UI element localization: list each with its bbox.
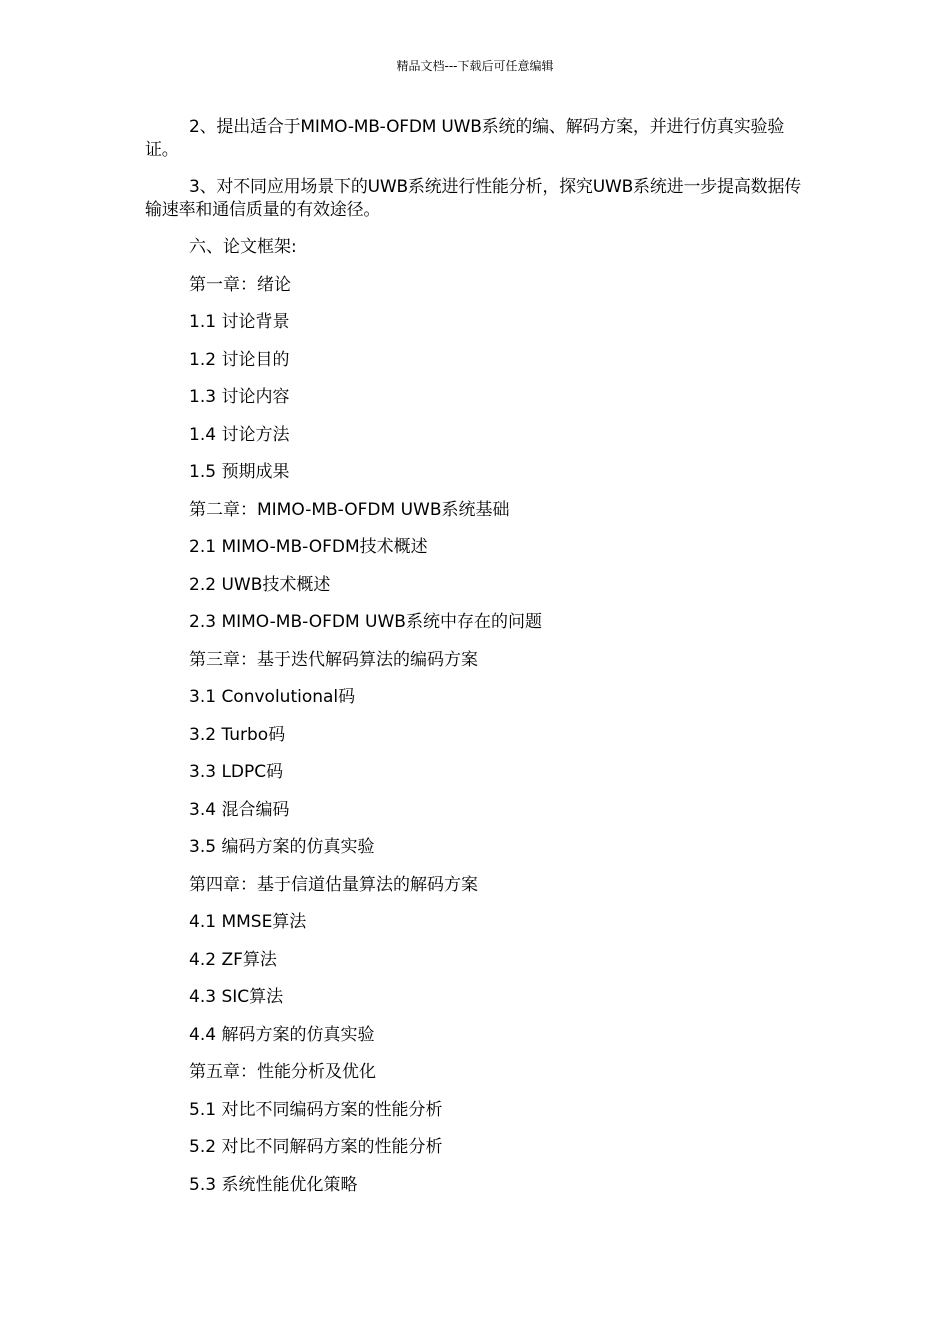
outline-section-5-1: 5.1 对比不同编码方案的性能分析 <box>189 1099 443 1120</box>
outline-section-1-4: 1.4 讨论方法 <box>189 424 290 445</box>
outline-section-2-3: 2.3 MIMO-MB-OFDM UWB系统中存在的问题 <box>189 612 542 632</box>
outline-section-4-4: 4.4 解码方案的仿真实验 <box>189 1024 375 1045</box>
thesis-outline <box>145 236 810 1211</box>
outline-chapter-1: 第一章：绪论 <box>189 274 291 295</box>
outline-section-3-2: 3.2 Turbo码 <box>189 724 286 745</box>
outline-section-4-1: 4.1 MMSE算法 <box>189 912 307 932</box>
outline-section-1-5: 1.5 预期成果 <box>189 462 290 482</box>
outline-section-2-2: 2.2 UWB技术概述 <box>189 574 331 595</box>
outline-section-5-3: 5.3 系统性能优化策略 <box>189 1174 358 1195</box>
document-body <box>145 116 810 1211</box>
page-header: 精品文档---下载后可任意编辑 <box>396 59 554 73</box>
outline-chapter-3: 第三章：基于迭代解码算法的编码方案 <box>189 649 478 670</box>
outline-section-3-3: 3.3 LDPC码 <box>189 762 284 782</box>
outline-section-4-2: 4.2 ZF算法 <box>189 949 277 970</box>
outline-section-4-3: 4.3 SIC算法 <box>189 987 284 1007</box>
outline-heading: 六、论文框架: <box>189 237 297 257</box>
paragraph-goal-3: 3、对不同应用场景下的UWB系统进行性能分析，探究UWB系统进一步提高数据传输速率和通信质量的有效途径。 <box>145 177 802 220</box>
outline-section-3-1: 3.1 Convolutional码 <box>189 687 356 707</box>
outline-section-1-2: 1.2 讨论目的 <box>189 349 290 370</box>
outline-section-3-4: 3.4 混合编码 <box>189 799 290 820</box>
outline-chapter-5: 第五章：性能分析及优化 <box>189 1062 376 1082</box>
outline-section-3-5: 3.5 编码方案的仿真实验 <box>189 837 375 857</box>
outline-chapter-2: 第二章：MIMO-MB-OFDM UWB系统基础 <box>189 499 510 520</box>
outline-section-5-2: 5.2 对比不同解码方案的性能分析 <box>189 1137 443 1157</box>
outline-chapter-4: 第四章：基于信道估量算法的解码方案 <box>189 874 478 895</box>
paragraph-goal-2: 2、提出适合于MIMO-MB-OFDM UWB系统的编、解码方案，并进行仿真实验验证。 <box>145 117 785 160</box>
outline-section-1-1: 1.1 讨论背景 <box>189 312 290 332</box>
outline-section-1-3: 1.3 讨论内容 <box>189 387 290 407</box>
outline-section-2-1: 2.1 MIMO-MB-OFDM技术概述 <box>189 537 428 557</box>
